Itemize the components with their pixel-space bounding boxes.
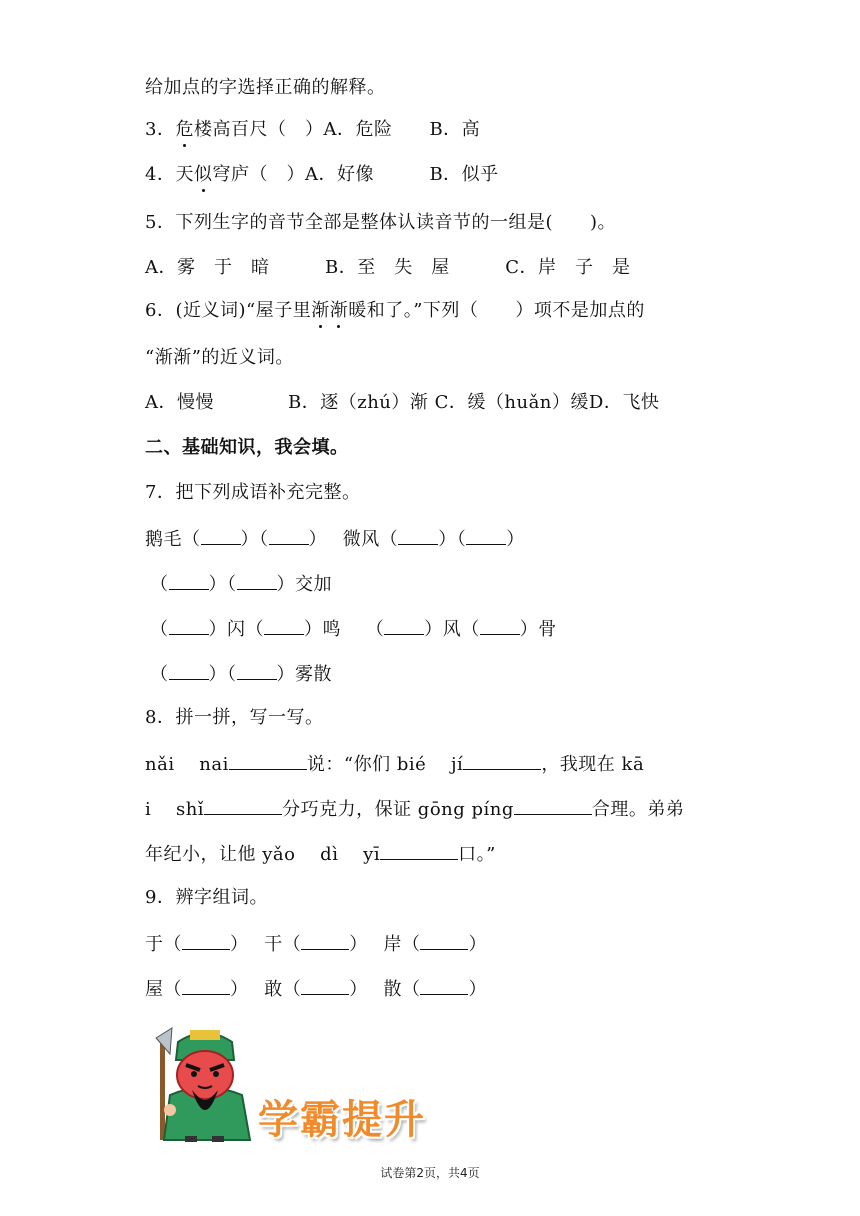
answer-blank[interactable] [514, 796, 592, 815]
idiom-row-4: （ ）（ ）雾散 [150, 661, 332, 687]
answer-blank[interactable] [229, 751, 307, 770]
answer-blank[interactable] [169, 571, 209, 590]
question-8: 8．拼一拼，写一写。 [145, 707, 324, 728]
dotted-char: 危 [175, 119, 194, 140]
answer-blank[interactable] [264, 616, 304, 635]
dotted-char: 渐 [311, 300, 330, 321]
q2-intro: 给加点的字选择正确的解释。 [145, 77, 386, 98]
answer-blank[interactable] [237, 571, 277, 590]
char-words-row-1: 于（ ） 干（ ） 岸（ ） [145, 931, 487, 957]
answer-blank[interactable] [380, 841, 458, 860]
idiom-row-3: （ ）闪（ ）鸣 （ ）风（ ）骨 [150, 616, 557, 642]
guan-yu-mascot-icon [150, 1020, 260, 1145]
answer-blank[interactable] [398, 526, 438, 545]
idiom-row-2: （ ）（ ）交加 [150, 571, 332, 597]
banner-title: 学霸提升 [258, 1097, 426, 1143]
answer-blank[interactable] [301, 931, 349, 950]
page-footer: 试卷第2页，共4页 [380, 1166, 480, 1180]
question-9: 9．辨字组词。 [145, 887, 268, 908]
idiom-row-1: 鹅毛（ ）（ ） 微风（ ）（ ） [145, 526, 525, 552]
question-6-continued: “渐渐”的近义词。 [145, 347, 294, 368]
section-2-heading: 二、基础知识，我会填。 [145, 437, 349, 458]
question-6-options: A．慢慢 B．逐（zhú）渐 C．缓（huǎn）缓D．飞快 [145, 392, 660, 413]
pinyin-line-1: nǎi nai 说：“你们 bié jí ，我现在 kā [145, 751, 644, 777]
answer-blank[interactable] [237, 661, 277, 680]
answer-blank[interactable] [480, 616, 520, 635]
answer-blank[interactable] [204, 796, 282, 815]
answer-blank[interactable] [463, 751, 541, 770]
dotted-char: 似 [193, 164, 213, 185]
answer-blank[interactable] [466, 526, 506, 545]
question-4: 4．天似穹庐（ ）A．好像 B．似乎 [145, 164, 499, 185]
answer-blank[interactable] [420, 976, 468, 995]
answer-blank[interactable] [384, 616, 424, 635]
char-words-row-2: 屋（ ） 敢（ ） 散（ ） [145, 976, 487, 1002]
answer-blank[interactable] [182, 931, 230, 950]
dotted-char: 渐 [329, 300, 349, 321]
answer-blank[interactable] [201, 526, 241, 545]
question-5-options: A．雾 于 暗 B．至 失 屋 C．岸 子 是 [145, 257, 631, 278]
answer-blank[interactable] [420, 931, 468, 950]
question-3: 3．危楼高百尺（ ）A．危险 B．高 [145, 119, 481, 140]
answer-blank[interactable] [169, 661, 209, 680]
question-5: 5．下列生字的音节全部是整体认读音节的一组是( )。 [145, 212, 616, 233]
question-6: 6．(近义词)“屋子里渐渐暖和了。”下列（ ）项不是加点的 [145, 300, 645, 321]
pinyin-line-2: i shǐ 分巧克力，保证 gōng píng 合理。弟弟 [145, 796, 684, 822]
answer-blank[interactable] [301, 976, 349, 995]
answer-blank[interactable] [182, 976, 230, 995]
answer-blank[interactable] [169, 616, 209, 635]
answer-blank[interactable] [269, 526, 309, 545]
pinyin-line-3: 年纪小，让他 yǎo dì yī 口。” [145, 841, 496, 867]
question-7: 7．把下列成语补充完整。 [145, 482, 361, 503]
